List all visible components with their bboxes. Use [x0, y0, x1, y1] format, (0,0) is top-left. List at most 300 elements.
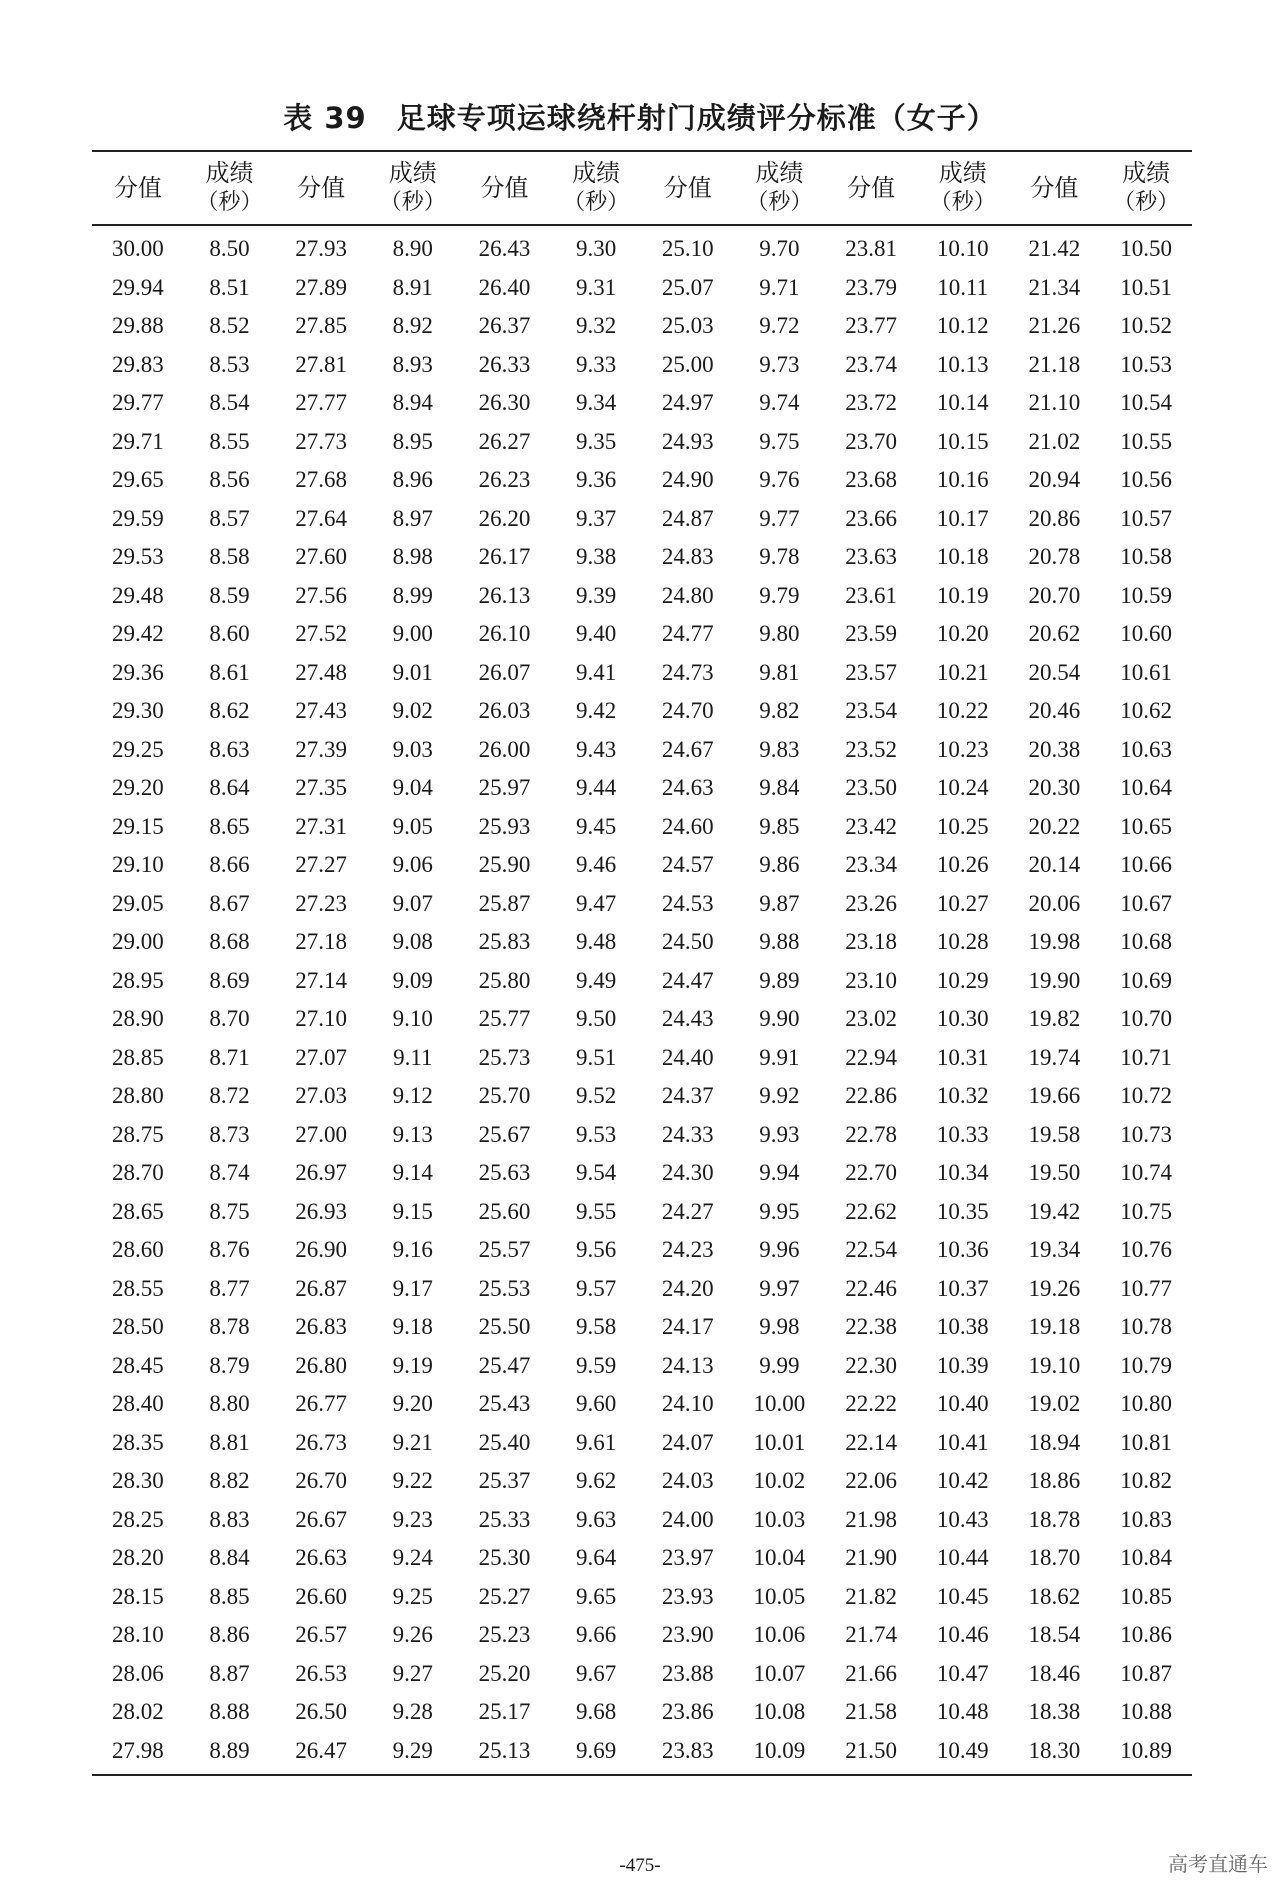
score-cell: 25.13: [459, 1732, 551, 1776]
header-score: 分值: [275, 151, 367, 225]
result-cell: 9.78: [759, 544, 800, 570]
score-cell: 21.50: [825, 1732, 917, 1776]
result-cell: 9.75: [759, 428, 800, 454]
result-cell: 8.76: [209, 1237, 250, 1263]
result-cell: 8.96: [392, 467, 433, 493]
header-result-label: 成绩: [388, 159, 437, 187]
score-cell: 28.60: [111, 1237, 164, 1263]
table-row: [92, 1385, 1192, 1424]
score-cell: 27.93: [295, 236, 348, 262]
result-cell: 10.38: [936, 1314, 989, 1340]
result-cell: 9.59: [575, 1352, 617, 1378]
score-cell: 26.77: [295, 1391, 348, 1417]
score-cell: 19.02: [1028, 1391, 1081, 1417]
result-cell: 9.13: [392, 1121, 433, 1147]
score-cell: 24.70: [661, 698, 714, 724]
result-cell: 10.79: [1120, 1352, 1172, 1378]
result-cell: 10.52: [1120, 313, 1172, 339]
header-result-unit: （秒）: [1113, 190, 1180, 215]
score-cell: 29.53: [111, 544, 164, 570]
result-cell: 9.72: [759, 313, 800, 339]
result-cell: 9.76: [759, 467, 800, 493]
result-cell: 10.36: [936, 1237, 989, 1263]
score-cell: 24.93: [661, 428, 714, 454]
score-cell: 25.63: [478, 1160, 531, 1186]
header-result: [367, 151, 459, 225]
result-cell: 10.28: [936, 929, 989, 955]
result-cell: 9.06: [392, 852, 433, 878]
score-cell: 25.90: [478, 852, 531, 878]
header-score: 分值: [92, 151, 184, 225]
score-cell: 24.60: [661, 813, 714, 839]
score-cell: 24.80: [661, 582, 714, 608]
score-cell: 26.33: [478, 351, 531, 377]
result-cell: 8.94: [392, 390, 433, 416]
result-cell: 9.46: [575, 852, 617, 878]
table-row: [92, 346, 1192, 385]
header-score: 分值: [459, 151, 551, 225]
result-cell: 10.00: [753, 1391, 806, 1417]
page-number: -475-: [619, 1855, 661, 1876]
score-cell: 27.56: [295, 582, 348, 608]
result-cell: 9.69: [550, 1732, 642, 1776]
result-cell: 10.72: [1120, 1083, 1172, 1109]
score-cell: 26.40: [478, 274, 531, 300]
score-cell: 23.42: [845, 813, 897, 839]
result-cell: 10.24: [936, 775, 989, 801]
result-cell: 9.03: [392, 736, 433, 762]
score-cell: 26.93: [295, 1198, 348, 1224]
table-row: [92, 1270, 1192, 1309]
table-row: [92, 885, 1192, 924]
result-cell: 9.15: [392, 1198, 433, 1224]
result-cell: 9.84: [759, 775, 800, 801]
score-cell: 29.65: [111, 467, 164, 493]
header-result: [1100, 151, 1192, 225]
score-cell: 26.73: [295, 1429, 348, 1455]
score-cell: 25.43: [478, 1391, 531, 1417]
score-cell: 25.33: [478, 1506, 531, 1532]
result-cell: 10.23: [936, 736, 989, 762]
score-cell: 26.43: [478, 236, 531, 262]
score-cell: 26.57: [295, 1622, 348, 1648]
score-cell: 27.27: [295, 852, 348, 878]
result-cell: 10.74: [1120, 1160, 1172, 1186]
score-cell: 20.06: [1028, 890, 1081, 916]
score-cell: 25.23: [478, 1622, 531, 1648]
score-cell: 20.94: [1028, 467, 1081, 493]
result-cell: 9.51: [575, 1044, 617, 1070]
score-cell: 20.38: [1028, 736, 1081, 762]
score-cell: 22.54: [845, 1237, 897, 1263]
score-cell: 23.59: [845, 621, 897, 647]
result-cell: 9.53: [575, 1121, 617, 1147]
result-cell: 9.19: [392, 1352, 433, 1378]
result-cell: 9.80: [759, 621, 800, 647]
result-cell: 10.03: [753, 1506, 806, 1532]
result-cell: 9.22: [392, 1468, 433, 1494]
result-cell: 9.17: [392, 1275, 433, 1301]
score-cell: 19.34: [1028, 1237, 1081, 1263]
result-cell: 8.97: [392, 505, 433, 531]
result-cell: 10.08: [753, 1699, 806, 1725]
score-cell: 27.31: [295, 813, 348, 839]
score-cell: 22.30: [845, 1352, 897, 1378]
score-cell: 29.77: [111, 390, 164, 416]
result-cell: 8.98: [392, 544, 433, 570]
result-cell: 9.05: [392, 813, 433, 839]
result-cell: 8.59: [209, 582, 250, 608]
score-cell: 29.10: [111, 852, 164, 878]
score-cell: 25.70: [478, 1083, 531, 1109]
score-cell: 22.78: [845, 1121, 897, 1147]
result-cell: 9.58: [575, 1314, 617, 1340]
result-cell: 9.65: [575, 1583, 617, 1609]
score-cell: 25.27: [478, 1583, 531, 1609]
score-cell: 27.18: [295, 929, 348, 955]
table-row: [92, 1000, 1192, 1039]
score-cell: 29.36: [111, 659, 164, 685]
score-cell: 27.77: [295, 390, 348, 416]
score-cell: 23.97: [661, 1545, 714, 1571]
score-cell: 23.88: [661, 1660, 714, 1686]
score-cell: 27.98: [92, 1732, 184, 1776]
score-cell: 25.73: [478, 1044, 531, 1070]
score-cell: 25.87: [478, 890, 531, 916]
result-cell: 10.09: [734, 1732, 826, 1776]
result-cell: 10.26: [936, 852, 989, 878]
score-cell: 26.87: [295, 1275, 348, 1301]
result-cell: 9.21: [392, 1429, 433, 1455]
result-cell: 9.30: [575, 236, 617, 262]
result-cell: 10.46: [936, 1622, 989, 1648]
scoring-table: [92, 150, 1192, 1776]
score-cell: 24.63: [661, 775, 714, 801]
score-cell: 25.03: [661, 313, 714, 339]
result-cell: 10.39: [936, 1352, 989, 1378]
score-cell: 25.00: [661, 351, 714, 377]
result-cell: 10.27: [936, 890, 989, 916]
result-cell: 10.77: [1120, 1275, 1172, 1301]
result-cell: 10.60: [1120, 621, 1172, 647]
score-cell: 20.30: [1028, 775, 1081, 801]
result-cell: 10.59: [1120, 582, 1172, 608]
result-cell: 8.73: [209, 1121, 250, 1147]
score-cell: 27.68: [295, 467, 348, 493]
score-cell: 23.72: [845, 390, 897, 416]
score-cell: 24.73: [661, 659, 714, 685]
table-title: 表 39 足球专项运球绕杆射门成绩评分标准（女子）: [283, 101, 997, 135]
result-cell: 10.30: [936, 1006, 989, 1032]
result-cell: 9.70: [759, 236, 800, 262]
result-cell: 10.80: [1120, 1391, 1172, 1417]
result-cell: 9.63: [575, 1506, 617, 1532]
result-cell: 9.49: [575, 967, 617, 993]
score-cell: 26.27: [478, 428, 531, 454]
result-cell: 8.70: [209, 1006, 250, 1032]
result-cell: 9.12: [392, 1083, 433, 1109]
score-cell: 26.67: [295, 1506, 348, 1532]
score-cell: 26.30: [478, 390, 531, 416]
score-cell: 29.00: [111, 929, 164, 955]
score-cell: 23.63: [845, 544, 897, 570]
result-cell: 9.67: [575, 1660, 617, 1686]
result-cell: 10.87: [1120, 1660, 1172, 1686]
result-cell: 9.94: [759, 1160, 800, 1186]
result-cell: 10.81: [1120, 1429, 1172, 1455]
result-cell: 10.88: [1120, 1699, 1172, 1725]
score-cell: 19.26: [1028, 1275, 1081, 1301]
table-row: [92, 269, 1192, 308]
score-cell: 21.26: [1028, 313, 1081, 339]
result-cell: 9.01: [392, 659, 433, 685]
result-cell: 9.16: [392, 1237, 433, 1263]
table-row: [92, 1424, 1192, 1463]
result-cell: 9.07: [392, 890, 433, 916]
score-cell: 19.10: [1028, 1352, 1081, 1378]
score-cell: 28.30: [111, 1468, 164, 1494]
score-cell: 29.15: [111, 813, 164, 839]
score-cell: 23.54: [845, 698, 897, 724]
table-row: [92, 500, 1192, 539]
result-cell: 9.92: [759, 1083, 800, 1109]
result-cell: 8.72: [209, 1083, 250, 1109]
result-cell: 10.35: [936, 1198, 989, 1224]
score-cell: 19.50: [1028, 1160, 1081, 1186]
score-cell: 23.26: [845, 890, 897, 916]
score-cell: 26.10: [478, 621, 531, 647]
result-cell: 9.04: [392, 775, 433, 801]
table-row: [92, 923, 1192, 962]
result-cell: 10.11: [937, 274, 989, 300]
score-cell: 29.05: [111, 890, 164, 916]
result-cell: 8.62: [209, 698, 250, 724]
score-cell: 24.53: [661, 890, 714, 916]
result-cell: 10.44: [936, 1545, 989, 1571]
score-cell: 26.53: [295, 1660, 348, 1686]
score-cell: 29.59: [111, 505, 164, 531]
result-cell: 9.23: [392, 1506, 433, 1532]
result-cell: 9.48: [575, 929, 617, 955]
header-result-label: 成绩: [938, 159, 987, 187]
result-cell: 10.13: [936, 351, 989, 377]
score-cell: 23.93: [661, 1583, 714, 1609]
score-cell: 26.23: [478, 467, 531, 493]
score-cell: 18.38: [1028, 1699, 1081, 1725]
score-cell: 24.17: [661, 1314, 714, 1340]
result-cell: 8.90: [392, 236, 433, 262]
score-cell: 26.47: [275, 1732, 367, 1776]
result-cell: 9.56: [575, 1237, 617, 1263]
score-cell: 24.07: [661, 1429, 714, 1455]
score-cell: 23.83: [642, 1732, 734, 1776]
result-cell: 10.49: [917, 1732, 1009, 1776]
score-cell: 29.20: [111, 775, 164, 801]
table-row: [92, 1116, 1192, 1155]
score-cell: 21.66: [845, 1660, 897, 1686]
result-cell: 10.42: [936, 1468, 989, 1494]
result-cell: 10.86: [1120, 1622, 1172, 1648]
result-cell: 10.65: [1120, 813, 1172, 839]
result-cell: 9.89: [759, 967, 800, 993]
result-cell: 10.69: [1120, 967, 1172, 993]
result-cell: 8.85: [209, 1583, 250, 1609]
result-cell: 10.14: [936, 390, 989, 416]
score-cell: 27.48: [295, 659, 348, 685]
result-cell: 9.64: [575, 1545, 617, 1571]
result-cell: 9.61: [575, 1429, 617, 1455]
result-cell: 8.54: [209, 390, 250, 416]
score-cell: 20.14: [1028, 852, 1081, 878]
result-cell: 10.62: [1120, 698, 1172, 724]
score-cell: 26.37: [478, 313, 531, 339]
score-cell: 25.53: [478, 1275, 531, 1301]
table-row: [92, 1347, 1192, 1386]
result-cell: 10.64: [1120, 775, 1172, 801]
score-cell: 24.13: [661, 1352, 714, 1378]
score-cell: 24.57: [661, 852, 714, 878]
header-score: 分值: [642, 151, 734, 225]
score-cell: 19.58: [1028, 1121, 1081, 1147]
score-cell: 27.10: [295, 1006, 348, 1032]
header-result: [917, 151, 1009, 225]
result-cell: 9.26: [392, 1622, 433, 1648]
result-cell: 9.28: [392, 1699, 433, 1725]
result-cell: 9.32: [575, 313, 617, 339]
result-cell: 8.55: [209, 428, 250, 454]
result-cell: 10.57: [1120, 505, 1172, 531]
result-cell: 8.81: [209, 1429, 250, 1455]
score-cell: 25.93: [478, 813, 531, 839]
result-cell: 8.77: [209, 1275, 250, 1301]
score-cell: 23.90: [661, 1622, 714, 1648]
score-cell: 26.00: [478, 736, 531, 762]
result-cell: 8.63: [209, 736, 250, 762]
score-cell: 23.86: [661, 1699, 714, 1725]
header-result: [184, 151, 276, 225]
score-cell: 27.07: [295, 1044, 348, 1070]
result-cell: 10.76: [1120, 1237, 1172, 1263]
score-cell: 23.79: [845, 274, 897, 300]
score-cell: 23.68: [845, 467, 897, 493]
score-cell: 19.18: [1028, 1314, 1081, 1340]
score-cell: 18.78: [1028, 1506, 1081, 1532]
result-cell: 10.17: [936, 505, 989, 531]
score-cell: 18.86: [1028, 1468, 1081, 1494]
result-cell: 8.71: [209, 1044, 250, 1070]
table-row: [92, 1231, 1192, 1270]
score-cell: 25.20: [478, 1660, 531, 1686]
result-cell: 9.33: [575, 351, 617, 377]
score-cell: 28.25: [111, 1506, 164, 1532]
result-cell: 9.62: [575, 1468, 617, 1494]
result-cell: 10.15: [936, 428, 989, 454]
result-cell: 8.91: [392, 274, 433, 300]
score-cell: 28.50: [111, 1314, 164, 1340]
score-cell: 23.50: [845, 775, 897, 801]
score-cell: 22.46: [845, 1275, 897, 1301]
table-row: [92, 808, 1192, 847]
result-cell: 10.16: [936, 467, 989, 493]
score-cell: 21.74: [845, 1622, 897, 1648]
table-row: [92, 225, 1192, 269]
score-cell: 21.18: [1028, 351, 1081, 377]
result-cell: 10.50: [1120, 236, 1172, 262]
result-cell: 8.99: [392, 582, 433, 608]
score-cell: 24.87: [661, 505, 714, 531]
result-cell: 9.31: [575, 274, 617, 300]
result-cell: 8.86: [209, 1622, 250, 1648]
result-cell: 8.84: [209, 1545, 250, 1571]
result-cell: 9.93: [759, 1121, 800, 1147]
result-cell: 10.32: [936, 1083, 989, 1109]
score-cell: 28.75: [111, 1121, 164, 1147]
score-cell: 26.50: [295, 1699, 348, 1725]
table-row: [92, 615, 1192, 654]
score-cell: 28.15: [111, 1583, 164, 1609]
result-cell: 9.98: [759, 1314, 800, 1340]
score-cell: 23.18: [845, 929, 897, 955]
result-cell: 9.43: [575, 736, 617, 762]
score-cell: 21.34: [1028, 274, 1081, 300]
score-cell: 28.95: [111, 967, 164, 993]
score-cell: 24.27: [661, 1198, 714, 1224]
header-row: [92, 151, 1192, 225]
score-cell: 27.52: [295, 621, 348, 647]
result-cell: 8.50: [209, 236, 250, 262]
score-cell: 27.43: [295, 698, 348, 724]
result-cell: 8.78: [209, 1314, 250, 1340]
score-cell: 24.43: [661, 1006, 714, 1032]
result-cell: 8.83: [209, 1506, 250, 1532]
result-cell: 9.29: [367, 1732, 459, 1776]
score-cell: 25.17: [478, 1699, 531, 1725]
result-cell: 8.79: [209, 1352, 250, 1378]
header-score: 分值: [825, 151, 917, 225]
result-cell: 10.70: [1120, 1006, 1172, 1032]
score-cell: 19.82: [1028, 1006, 1081, 1032]
table-row: [92, 1693, 1192, 1732]
score-cell: 27.85: [295, 313, 348, 339]
result-cell: 9.44: [575, 775, 617, 801]
score-cell: 18.94: [1028, 1429, 1081, 1455]
score-cell: 22.06: [845, 1468, 897, 1494]
score-cell: 27.03: [295, 1083, 348, 1109]
score-cell: 26.97: [295, 1160, 348, 1186]
score-cell: 25.47: [478, 1352, 531, 1378]
score-cell: 22.22: [845, 1391, 897, 1417]
score-cell: 29.71: [111, 428, 164, 454]
score-cell: 28.10: [111, 1622, 164, 1648]
header-result: [734, 151, 826, 225]
table-row: [92, 1039, 1192, 1078]
score-cell: 26.17: [478, 544, 531, 570]
result-cell: 9.55: [575, 1198, 617, 1224]
score-cell: 28.80: [111, 1083, 164, 1109]
result-cell: 10.40: [936, 1391, 989, 1417]
result-cell: 10.67: [1120, 890, 1172, 916]
result-cell: 9.57: [575, 1275, 617, 1301]
result-cell: 10.02: [753, 1468, 806, 1494]
score-cell: 27.23: [295, 890, 348, 916]
result-cell: 8.87: [209, 1660, 250, 1686]
result-cell: 10.41: [936, 1429, 989, 1455]
result-cell: 8.53: [209, 351, 250, 377]
score-cell: 20.78: [1028, 544, 1081, 570]
result-cell: 10.33: [936, 1121, 989, 1147]
result-cell: 10.71: [1120, 1044, 1172, 1070]
result-cell: 9.88: [759, 929, 800, 955]
